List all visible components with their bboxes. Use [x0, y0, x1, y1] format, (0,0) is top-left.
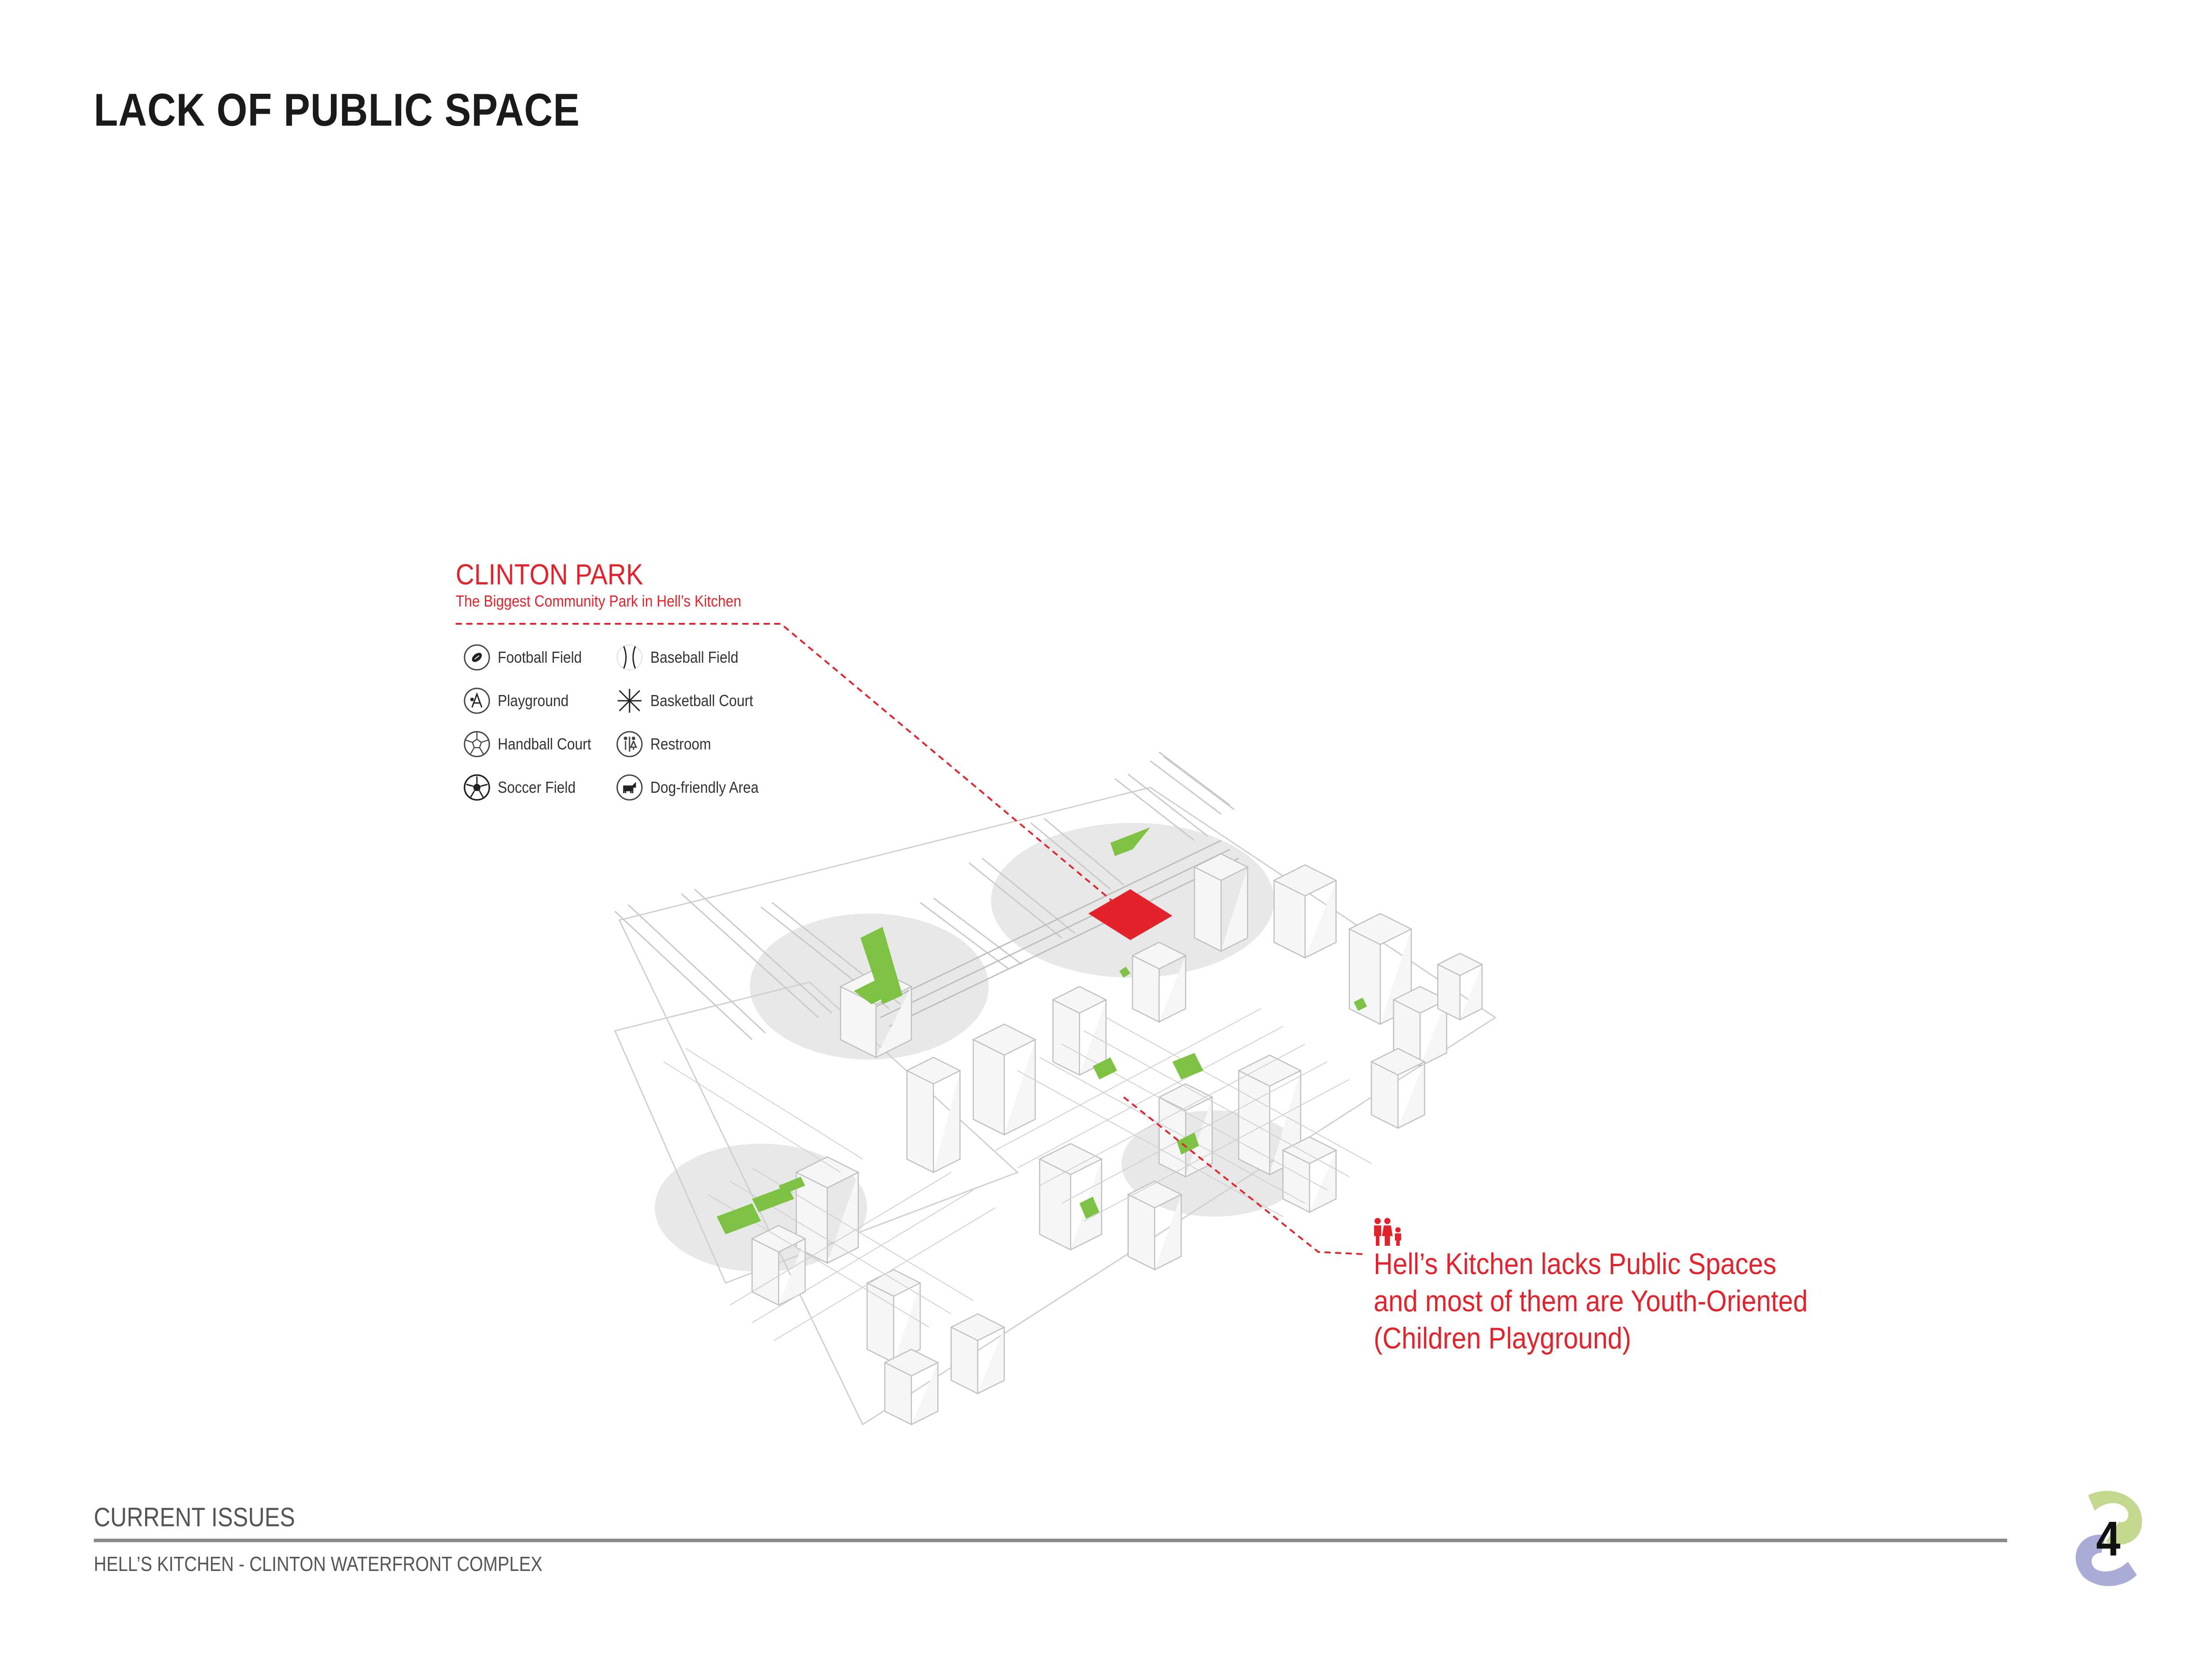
page-number: 4 — [2096, 1512, 2121, 1566]
legend-label: Baseball Field — [650, 648, 738, 666]
legend-item-playground — [462, 685, 578, 717]
callout-line: Hell’s Kitchen lacks Public Spaces — [1374, 1247, 1777, 1281]
soccer-icon — [462, 773, 492, 802]
restroom-icon — [615, 730, 644, 759]
football-icon — [462, 643, 492, 672]
legend-label: Handball Court — [498, 735, 591, 753]
basketball-icon — [615, 686, 644, 715]
legend-label: Basketball Court — [650, 691, 753, 710]
legend-item-dog — [615, 772, 773, 803]
legend-item-basketball — [615, 685, 767, 717]
page-title: LACK OF PUBLIC SPACE — [94, 84, 580, 136]
legend-label: Football Field — [498, 648, 582, 666]
handball-icon — [462, 730, 492, 759]
callout-line: and most of them are Youth-Oriented — [1374, 1284, 1808, 1318]
public-space-callout — [1374, 1245, 1808, 1357]
family-icon — [1371, 1217, 1407, 1248]
legend-item-soccer — [462, 772, 586, 803]
legend-label: Soccer Field — [498, 778, 576, 796]
footer-divider — [94, 1539, 2007, 1542]
legend-label: Restroom — [650, 735, 711, 753]
footer-project-title: HELL’S KITCHEN - CLINTON WATERFRONT COMPLEX — [94, 1552, 543, 1575]
legend-label: Playground — [498, 691, 569, 710]
baseball-icon — [615, 643, 644, 672]
clinton-park-subtitle: The Biggest Community Park in Hell’s Kitchen — [456, 592, 741, 610]
legend-item-handball — [462, 728, 604, 760]
amenity-legend — [462, 641, 799, 814]
clinton-park-title: CLINTON PARK — [456, 558, 643, 591]
playground-icon — [462, 686, 492, 715]
callout-line: (Children Playground) — [1374, 1321, 1632, 1355]
footer-section-title: CURRENT ISSUES — [94, 1502, 295, 1532]
legend-item-football — [462, 641, 593, 673]
legend-item-baseball — [615, 641, 750, 673]
legend-item-restroom — [615, 728, 719, 760]
dog-icon — [615, 773, 644, 802]
legend-label: Dog-friendly Area — [650, 778, 759, 796]
